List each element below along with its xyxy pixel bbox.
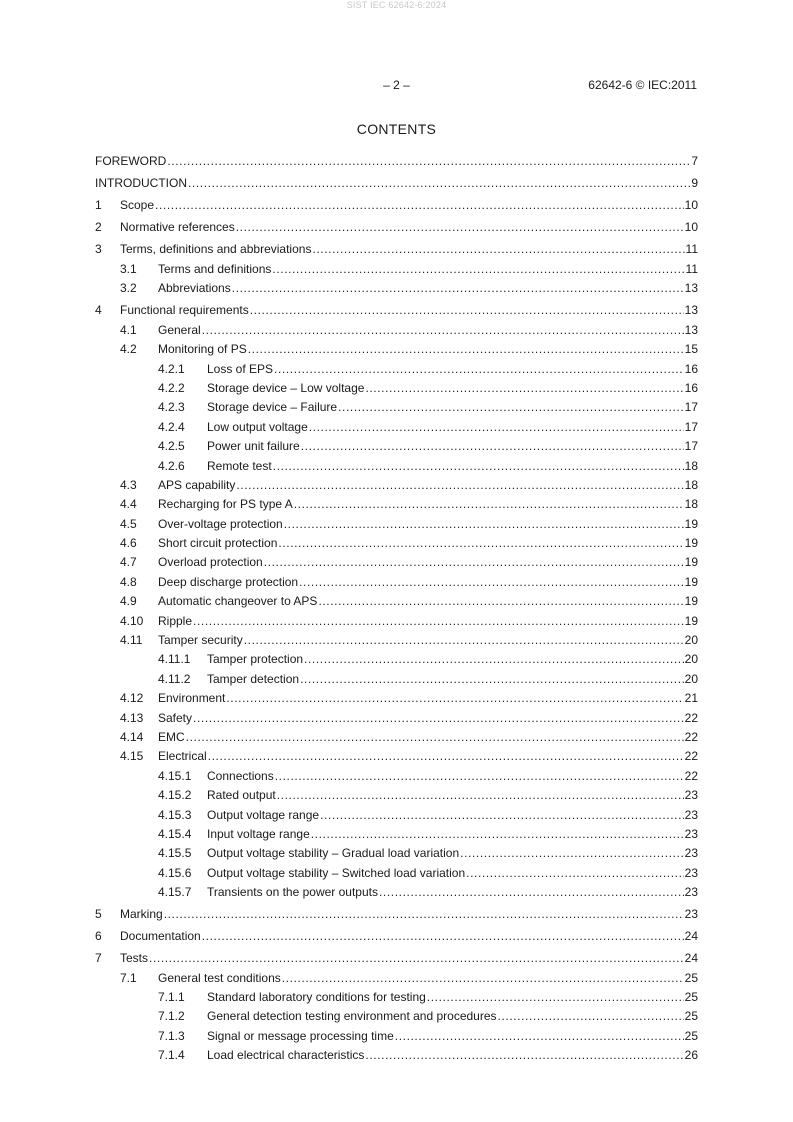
toc-entry-title: Abbreviations	[158, 281, 231, 296]
toc-entry-title: Low output voltage	[207, 419, 308, 434]
toc-entry[interactable]	[95, 1027, 698, 1046]
toc-entry-page: 23	[684, 788, 698, 803]
toc-entry[interactable]	[95, 260, 698, 279]
toc-entry-number: 4.8	[120, 574, 137, 589]
toc-entry-number: 4.15.1	[158, 768, 192, 783]
toc-entry-page: 13	[684, 281, 698, 296]
toc-entry[interactable]	[95, 238, 698, 260]
toc-entry[interactable]	[95, 1046, 698, 1065]
toc-entry-page: 20	[684, 652, 698, 667]
toc-entry-title: Connections	[207, 768, 274, 783]
dot-leader	[466, 864, 683, 883]
toc-entry-page: 10	[684, 198, 698, 212]
dot-leader	[167, 150, 690, 172]
toc-entry[interactable]	[95, 340, 698, 359]
toc-entry[interactable]	[95, 360, 698, 379]
toc-entry-number: 7.1.4	[158, 1048, 185, 1063]
dot-leader	[202, 925, 684, 947]
toc-entry-title: Terms, definitions and abbreviations	[120, 242, 312, 256]
dot-leader	[318, 592, 683, 611]
dot-leader	[186, 728, 684, 747]
toc-entry-title: Remote test	[207, 458, 272, 473]
toc-entry[interactable]	[95, 1007, 698, 1026]
dot-leader	[236, 216, 684, 238]
dot-leader	[299, 573, 684, 592]
dot-leader	[278, 534, 683, 553]
toc-entry-page: 10	[684, 220, 698, 234]
toc-entry-number: 4.13	[120, 710, 144, 725]
toc-entry[interactable]	[95, 925, 698, 947]
toc-entry-number: 7	[95, 950, 102, 965]
toc-entry-title: Marking	[120, 906, 163, 921]
toc-entry-page: 15	[684, 342, 698, 357]
toc-entry-title: Tamper detection	[207, 671, 300, 686]
toc-entry-number: 4.11	[120, 633, 143, 648]
toc-entry-page: 23	[684, 906, 698, 921]
dot-leader	[284, 515, 684, 534]
dot-leader	[208, 747, 684, 766]
toc-entry-number: 4.15.4	[158, 826, 192, 841]
toc-entry-number: 6	[95, 928, 102, 943]
table-of-contents	[95, 150, 698, 1065]
toc-entry[interactable]	[95, 631, 698, 650]
toc-entry[interactable]	[95, 437, 698, 456]
toc-entry-number: 2	[95, 220, 102, 234]
toc-entry-page: 20	[684, 633, 698, 648]
toc-entry-number: 4.11.1	[158, 652, 191, 667]
toc-entry[interactable]	[95, 806, 698, 825]
toc-entry[interactable]	[95, 321, 698, 340]
toc-entry[interactable]	[95, 786, 698, 805]
toc-entry[interactable]	[95, 969, 698, 988]
toc-entry[interactable]	[95, 172, 698, 194]
toc-entry-page: 16	[684, 361, 698, 376]
toc-entry-page: 17	[684, 439, 698, 454]
toc-entry[interactable]	[95, 903, 698, 925]
toc-entry-number: 4.2.5	[158, 439, 185, 454]
toc-entry-title: Short circuit protection	[158, 536, 278, 551]
toc-entry[interactable]	[95, 825, 698, 844]
dot-leader	[248, 340, 684, 359]
toc-entry-page: 19	[684, 536, 698, 551]
toc-entry-page: 23	[684, 865, 698, 880]
toc-entry[interactable]	[95, 534, 698, 553]
toc-entry-page: 24	[684, 950, 698, 965]
toc-entry-page: 11	[685, 262, 698, 276]
toc-entry[interactable]	[95, 495, 698, 514]
toc-entry-page: 25	[684, 989, 698, 1004]
dot-leader	[365, 1046, 683, 1065]
toc-entry-title: Documentation	[120, 928, 201, 943]
toc-entry-page: 16	[684, 380, 698, 395]
toc-entry[interactable]	[95, 767, 698, 786]
toc-entry-page: 23	[684, 807, 698, 822]
toc-entry-title: Storage device – Low voltage	[207, 380, 365, 395]
toc-entry-title: Load electrical characteristics	[207, 1048, 365, 1063]
toc-entry-page: 19	[684, 594, 698, 609]
toc-entry-page: 23	[684, 826, 698, 841]
dot-leader	[164, 903, 684, 925]
toc-entry-title: Output voltage range	[207, 807, 320, 822]
page-title: CONTENTS	[356, 121, 437, 137]
dot-leader	[301, 437, 684, 456]
toc-entry-title: EMC	[158, 729, 185, 744]
toc-entry[interactable]	[95, 947, 698, 969]
dot-leader	[193, 612, 684, 631]
toc-entry-number: 1	[95, 198, 102, 212]
toc-entry-title: Loss of EPS	[207, 361, 274, 376]
toc-entry-number: 4.6	[120, 536, 137, 551]
toc-entry-number: 7.1.2	[158, 1009, 185, 1024]
toc-entry[interactable]	[95, 279, 698, 298]
dot-leader	[304, 650, 684, 669]
dot-leader	[274, 360, 684, 379]
toc-entry-title: General test conditions	[158, 970, 281, 985]
toc-entry[interactable]	[95, 379, 698, 398]
toc-entry-page: 19	[684, 555, 698, 570]
dot-leader	[395, 1027, 684, 1046]
toc-entry-page: 9	[691, 176, 698, 190]
dot-leader	[244, 631, 684, 650]
toc-entry-title: Transients on the power outputs	[207, 885, 378, 900]
toc-entry-number: 4.9	[120, 594, 137, 609]
toc-entry-title: Safety	[158, 710, 193, 725]
toc-entry-title: Automatic changeover to APS	[158, 594, 318, 609]
toc-entry-page: 22	[684, 768, 698, 783]
toc-entry[interactable]	[95, 216, 698, 238]
dot-leader	[312, 238, 684, 260]
toc-entry-number: 4.4	[120, 497, 137, 512]
toc-entry-page: 17	[684, 400, 698, 415]
toc-entry-number: 5	[95, 906, 102, 921]
dot-leader	[193, 709, 684, 728]
toc-entry-page: 21	[684, 691, 698, 706]
toc-entry-number: 4.7	[120, 555, 137, 570]
toc-entry-page: 22	[684, 710, 698, 725]
toc-entry-title: Input voltage range	[207, 826, 310, 841]
toc-entry-number: 3	[95, 242, 102, 256]
toc-entry[interactable]	[95, 592, 698, 611]
dot-leader	[273, 457, 684, 476]
toc-entry-title: Recharging for PS type A	[158, 497, 293, 512]
toc-entry[interactable]	[95, 612, 698, 631]
toc-entry[interactable]	[95, 457, 698, 476]
toc-entry[interactable]	[95, 299, 698, 321]
toc-entry-title: General	[158, 322, 201, 337]
toc-entry-title: Deep discharge protection	[158, 574, 299, 589]
toc-entry-page: 13	[684, 302, 698, 317]
dot-leader	[460, 844, 683, 863]
toc-entry[interactable]	[95, 194, 698, 216]
dot-leader	[226, 689, 683, 708]
watermark: SIST IEC 62642-6:2024	[346, 0, 447, 10]
toc-entry-number: 4	[95, 302, 102, 317]
toc-entry[interactable]	[95, 728, 698, 747]
toc-entry[interactable]	[95, 553, 698, 572]
toc-entry-page: 20	[684, 671, 698, 686]
dot-leader	[320, 806, 684, 825]
dot-leader	[498, 1007, 684, 1026]
dot-leader	[309, 418, 684, 437]
dot-leader	[264, 553, 684, 572]
toc-entry-title: Tamper protection	[207, 652, 304, 667]
toc-entry[interactable]	[95, 988, 698, 1007]
toc-entry-number: 7.1.1	[158, 989, 185, 1004]
toc-entry-title: APS capability	[158, 477, 236, 492]
toc-entry[interactable]	[95, 670, 698, 689]
dot-leader	[282, 969, 684, 988]
toc-entry-number: 4.12	[120, 691, 144, 706]
toc-entry-number: 7.1	[120, 970, 137, 985]
dot-leader	[250, 299, 684, 321]
toc-entry-page: 24	[684, 928, 698, 943]
toc-entry-number: 3.1	[120, 262, 137, 276]
toc-entry-page: 18	[684, 477, 698, 492]
toc-entry-number: 4.15.6	[158, 865, 192, 880]
toc-entry-title: Storage device – Failure	[207, 400, 338, 415]
toc-entry[interactable]	[95, 864, 698, 883]
toc-entry-title: Signal or message processing time	[207, 1028, 394, 1043]
toc-entry-title: General detection testing environment and procedures	[207, 1009, 497, 1024]
toc-entry-page: 19	[684, 516, 698, 531]
toc-entry-page: 23	[684, 846, 698, 861]
document-reference: 62642-6 © IEC:2011	[588, 78, 697, 92]
toc-entry-title: Overload protection	[158, 555, 263, 570]
dot-leader	[427, 988, 684, 1007]
toc-entry-number: 4.2.1	[158, 361, 185, 376]
toc-entry[interactable]	[95, 709, 698, 728]
dot-leader	[272, 260, 684, 279]
toc-entry-title: Tamper security	[158, 633, 243, 648]
toc-entry-page: 25	[684, 1028, 698, 1043]
toc-entry-title: Tests	[120, 950, 149, 965]
toc-entry-page: 26	[684, 1048, 698, 1063]
toc-entry-page: 18	[684, 458, 698, 473]
dot-leader	[277, 786, 684, 805]
toc-entry-page: 23	[684, 885, 698, 900]
toc-entry-page: 25	[684, 970, 698, 985]
dot-leader	[202, 321, 684, 340]
toc-entry-page: 17	[684, 419, 698, 434]
toc-entry-number: 4.2.3	[158, 400, 185, 415]
toc-entry-number: 3.2	[120, 281, 137, 296]
toc-entry-page: 25	[684, 1009, 698, 1024]
dot-leader	[294, 495, 684, 514]
toc-entry-page: 11	[685, 242, 698, 256]
dot-leader	[155, 194, 684, 216]
toc-entry-title: Standard laboratory conditions for testing	[207, 989, 426, 1004]
dot-leader	[365, 379, 683, 398]
toc-entry-number: 4.3	[120, 477, 137, 492]
toc-entry-number: 4.5	[120, 516, 137, 531]
toc-entry-number: 4.10	[120, 613, 144, 628]
dot-leader	[232, 279, 684, 298]
toc-entry[interactable]	[95, 476, 698, 495]
toc-entry-number: 4.2.2	[158, 380, 185, 395]
toc-entry-number: 4.14	[120, 729, 144, 744]
toc-entry-number: 4.11.2	[158, 671, 191, 686]
toc-entry-title: Output voltage stability – Switched load variation	[207, 865, 466, 880]
toc-entry-title: Normative references	[120, 220, 235, 234]
toc-entry[interactable]	[95, 689, 698, 708]
toc-entry-number: 4.15.5	[158, 846, 192, 861]
dot-leader	[338, 398, 684, 417]
toc-entry-number: 4.2.6	[158, 458, 185, 473]
dot-leader	[188, 172, 690, 194]
dot-leader	[311, 825, 684, 844]
dot-leader	[300, 670, 684, 689]
toc-entry-number: 4.1	[120, 322, 137, 337]
toc-entry[interactable]	[95, 150, 698, 172]
toc-entry-title: FOREWORD	[95, 154, 167, 168]
page-number: – 2 –	[383, 78, 410, 92]
toc-entry-title: INTRODUCTION	[95, 176, 187, 190]
toc-entry-number: 4.2	[120, 342, 137, 357]
toc-entry-title: Electrical	[158, 749, 207, 764]
toc-entry-title: Functional requirements	[120, 302, 249, 317]
toc-entry[interactable]	[95, 573, 698, 592]
toc-entry-title: Over-voltage protection	[158, 516, 283, 531]
dot-leader	[275, 767, 684, 786]
toc-entry[interactable]	[95, 418, 698, 437]
toc-entry-number: 7.1.3	[158, 1028, 185, 1043]
toc-entry-title: Environment	[158, 691, 226, 706]
toc-entry[interactable]	[95, 747, 698, 766]
toc-entry-number: 4.15.3	[158, 807, 192, 822]
toc-entry-page: 13	[684, 322, 698, 337]
toc-entry-page: 22	[684, 749, 698, 764]
toc-entry[interactable]	[95, 844, 698, 863]
dot-leader	[236, 476, 683, 495]
toc-entry-number: 4.2.4	[158, 419, 185, 434]
toc-entry-title: Rated output	[207, 788, 276, 803]
toc-entry-number: 4.15.7	[158, 885, 192, 900]
toc-entry-title: Monitoring of PS	[158, 342, 247, 357]
toc-entry-page: 18	[684, 497, 698, 512]
toc-entry-page: 22	[684, 729, 698, 744]
toc-entry-title: Terms and definitions	[158, 262, 272, 276]
toc-entry[interactable]	[95, 398, 698, 417]
toc-entry-page: 19	[684, 574, 698, 589]
toc-entry-page: 19	[684, 613, 698, 628]
toc-entry[interactable]	[95, 650, 698, 669]
toc-entry[interactable]	[95, 515, 698, 534]
toc-entry-title: Scope	[120, 198, 155, 212]
toc-entry-number: 4.15	[120, 749, 144, 764]
toc-entry-page: 7	[691, 154, 698, 168]
dot-leader	[379, 883, 684, 902]
toc-entry-number: 4.15.2	[158, 788, 192, 803]
toc-entry-title: Output voltage stability – Gradual load variation	[207, 846, 460, 861]
toc-entry-title: Ripple	[158, 613, 193, 628]
toc-entry-title: Power unit failure	[207, 439, 300, 454]
dot-leader	[149, 947, 684, 969]
toc-entry[interactable]	[95, 883, 698, 902]
